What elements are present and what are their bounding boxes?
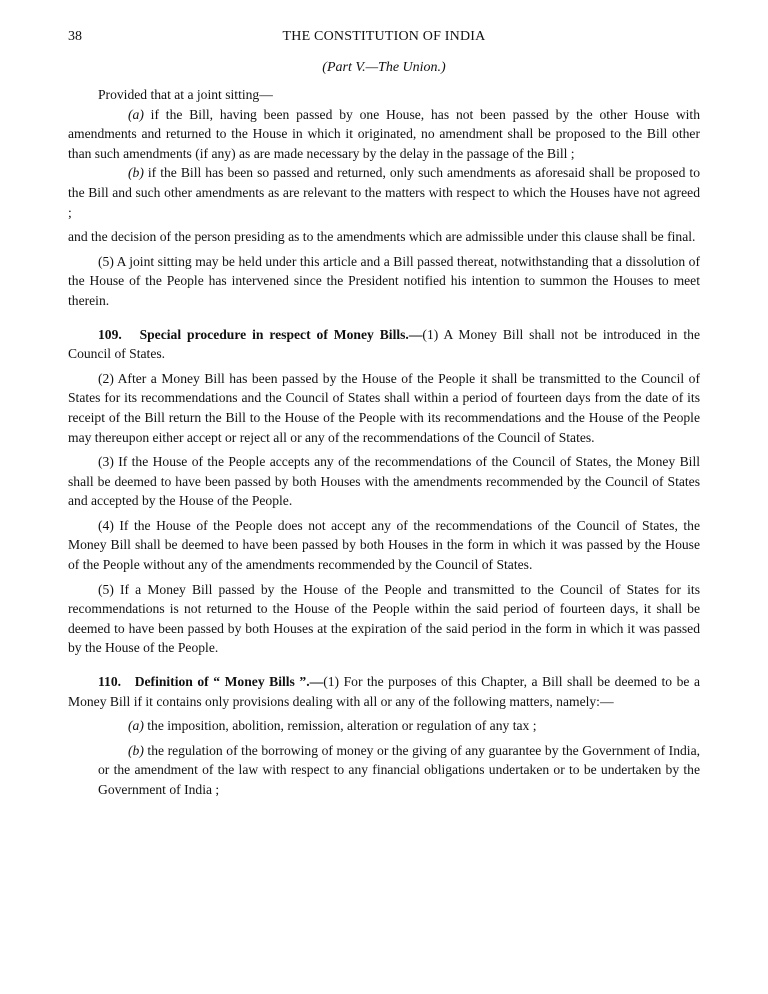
proviso-close: and the decision of the person presiding as to the amendments which are admissible under this clause shall be final. xyxy=(68,229,696,245)
proviso-intro: Provided that at a joint sitting— xyxy=(98,87,273,102)
article-110-clause-b xyxy=(68,741,700,800)
document-body xyxy=(68,85,700,800)
article-108-clause-5: (5) A joint sitting may be held under this article and a Bill passed thereat, notwithstanding that a dissolution of the House of the People has intervened since the President notified his intention to summon the Houses to meet therein. xyxy=(68,253,700,308)
article-109-heading xyxy=(68,325,700,364)
article-109-clause-4: (4) If the House of the People does not accept any of the recommendations of the Council of States, the Money Bill shall be deemed to have been passed by both Houses in the form in which it was passed by the House of the People without any of the amendments recommended by the Council of States. xyxy=(68,517,700,573)
article-110-clause-a xyxy=(68,716,700,736)
article-110-b-label: (b) xyxy=(128,742,144,758)
clause-a-first-line: if the Bill, having been passed by one House, has not been passed by the other House xyxy=(143,106,669,122)
article-109-title: Special procedure in respect of Money Bills.— xyxy=(139,326,423,342)
page-header xyxy=(68,29,700,49)
page-number: 38 xyxy=(68,29,82,44)
article-110-a-text: the imposition, abolition, remission, alteration or regulation of any tax ; xyxy=(143,718,537,734)
article-110-heading xyxy=(68,672,700,711)
running-title: THE CONSTITUTION OF INDIA xyxy=(282,29,486,44)
article-109-clause-3: (3) If the House of the People accepts any of the recommendations of the Council of States, the Money Bill shall be deemed to have been passed by both Houses with the amendments recommended by the Council of States and accepted by the House of the People. xyxy=(68,454,700,509)
proviso-clause-a xyxy=(68,105,700,164)
article-109-clause-5: (5) If a Money Bill passed by the House of the People and transmitted to the Council of States for its recommendations is not returned to the House of the People within the said period of fourteen days, it shall be deemed to have been passed by both Houses at the expiration of the said period in the form in which it was passed by the House of the People. xyxy=(68,581,700,656)
proviso-clause-b xyxy=(68,163,700,222)
article-110-a-label: (a) xyxy=(128,718,144,734)
article-110-clause-1: (1) For the purposes of this Chapter, a Bill shall be deemed to be a Money Bill if it contains only provisions dealing with all or any of the following matters, namely:— xyxy=(68,674,700,709)
clause-a-rest: with amendments and returned to the House in which it originated, no amendment shall be proposed to the Bill other than such amendments (if any) as are made necessary by the delay in the passage of the Bill ; xyxy=(68,106,700,161)
clause-b-label: (b) xyxy=(128,165,144,181)
article-109-number: 109. xyxy=(98,326,122,342)
clause-a-label: (a) xyxy=(128,106,144,122)
clause-b-rest: be proposed to the Bill and such other amendments as are relevant to the matters with respect to which the Houses have not agreed ; xyxy=(68,165,700,220)
part-label: (Part V.—The Union.) xyxy=(322,60,446,75)
clause-b-first-line: if the Bill has been so passed and returned, only such amendments as aforesaid shall xyxy=(143,165,615,181)
article-110-number: 110. xyxy=(98,674,122,690)
article-109-clause-2: (2) After a Money Bill has been passed by the House of the People it shall be transmitted to the Council of States for its recommendations and the Council of States shall within a period of fourteen days from the date of its receipt of the Bill return the Bill to the House of the People with its recommendations and the House of the People may thereupon either accept or reject all or any of the recommendations of the Council of States. xyxy=(68,370,700,445)
article-109-clause-1: (1) A Money Bill shall not be introduced in the Council of States. xyxy=(68,326,700,362)
article-110-title: Definition of “ Money Bills ”.— xyxy=(134,674,324,690)
article-110-b-text: the regulation of the borrowing of money or the giving of any guarantee by the Government of India, or the amendment of the law with respect to any financial obligations undertaken or to be undertaken by the Government of India ; xyxy=(98,742,700,797)
